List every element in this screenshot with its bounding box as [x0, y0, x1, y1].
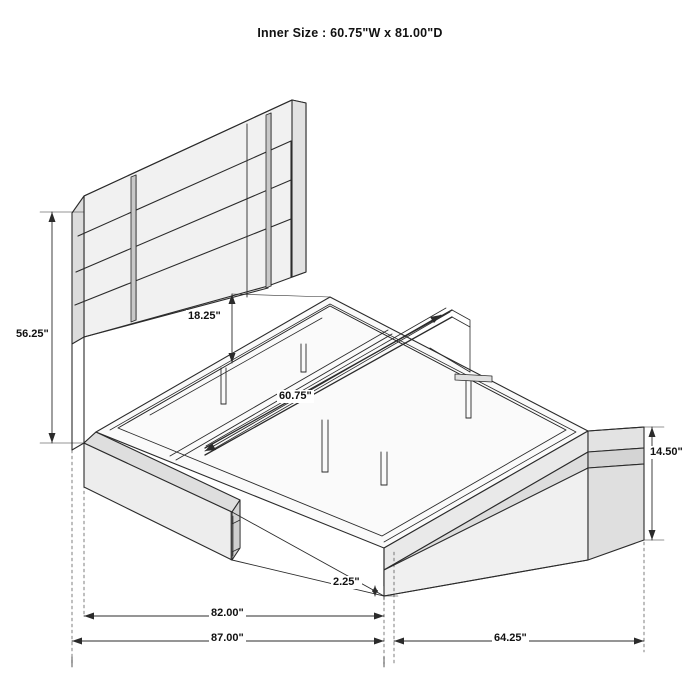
dim-label-footboard-height: 14.50"	[650, 446, 683, 458]
dim-label-overall-length: 87.00"	[211, 632, 244, 644]
dim-label-inner-width: 60.75"	[279, 390, 312, 402]
dim-label-headboard-above-rail: 18.25"	[188, 310, 221, 322]
dim-label-overall-width: 64.25"	[494, 632, 527, 644]
dim-label-inner-length: 82.00"	[211, 607, 244, 619]
dim-14-50	[644, 427, 664, 540]
bed-frame	[84, 297, 644, 596]
dim-label-height-overall: 56.25"	[16, 328, 49, 340]
page-title: Inner Size : 60.75"W x 81.00"D	[257, 26, 443, 40]
dim-label-clearance: 2.25"	[333, 576, 360, 588]
